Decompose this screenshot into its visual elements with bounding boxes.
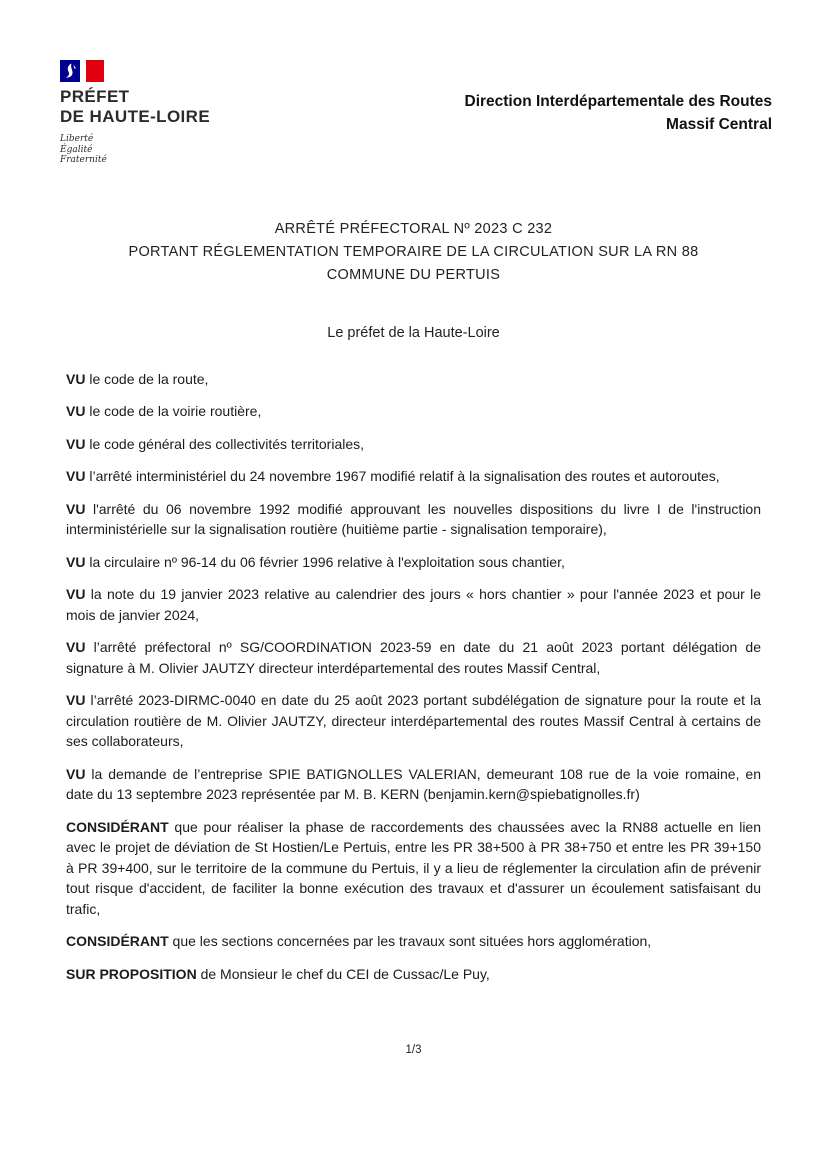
body-paragraph: VU l’arrêté interministériel du 24 novembre 1967 modifié relatif à la signalisation des routes et autoroutes,	[66, 468, 720, 484]
paragraph-lead: VU	[66, 639, 86, 655]
body-paragraph: VU l'arrêté du 06 novembre 1992 modifié approuvant les nouvelles dispositions du livre I de l'instruction interministérielle sur la signalisation routière (huitième partie - signalisation temporaire),	[66, 500, 761, 537]
paragraph-lead: VU	[66, 370, 86, 387]
republic-motto	[60, 134, 280, 166]
flag-red-stripe	[86, 60, 104, 82]
motto-liberte: Liberté	[60, 134, 94, 144]
prefecture-name	[60, 87, 280, 127]
paragraph-lead: VU	[66, 553, 86, 570]
paragraph-lead: VU	[66, 765, 86, 782]
direction-line2: Massif Central	[666, 116, 772, 133]
document-subtitle: Le préfet de la Haute-Loire	[327, 324, 500, 341]
document-title	[0, 218, 827, 287]
motto-egalite: Égalité	[60, 144, 93, 155]
body-paragraph: VU la circulaire nº 96-14 du 06 février 1996 relative à l'exploitation sous chantier,	[66, 553, 565, 570]
prefet-line1: PRÉFET	[60, 87, 130, 106]
body-paragraph: CONSIDÉRANT que les sections concernées par les travaux sont situées hors agglomération,	[66, 933, 652, 949]
paragraph-lead: VU	[66, 586, 86, 602]
body-paragraph: VU l’arrêté préfectoral nº SG/COORDINATION 2023-59 en date du 21 août 2023 portant délégation de signature à M. Olivier JAUTZY directeur interdépartemental des routes Massif Central,	[66, 639, 761, 676]
paragraph-lead: VU	[66, 500, 86, 517]
body-paragraph: VU l’arrêté 2023-DIRMC-0040 en date du 25 août 2023 portant subdélégation de signature pour la route et la circulation routière de M. Olivier JAUTZY, directeur interdépartemental des routes Massif Central à certains de ses collaborateurs,	[66, 692, 761, 749]
body-paragraph: CONSIDÉRANT que pour réaliser la phase de raccordements des chaussées avec la RN88 actuelle en lien avec le projet de déviation de St Hostien/Le Pertuis, entre les PR 38+500 à PR 38+750 et entre les PR 39+150 à PR 39+400, sur le territoire de la commune du Pertuis, il y a lieu de réglementer la circulation afin de prévenir tout risque d'accident, de faciliter la bonne exécution des travaux et d'assurer un écoulement satisfaisant du trafic,	[66, 818, 761, 917]
body-paragraph: SUR PROPOSITION de Monsieur le chef du CEI de Cussac/Le Puy,	[66, 965, 490, 982]
page-number: 1/3	[405, 1044, 422, 1056]
document-body	[66, 369, 761, 985]
paragraph-lead: VU	[66, 403, 86, 419]
french-flag-icon	[60, 60, 104, 82]
title-line3: COMMUNE DU PERTUIS	[326, 266, 501, 283]
document-header	[0, 0, 827, 166]
body-paragraph: VU le code de la route,	[66, 370, 209, 387]
body-paragraph: VU la note du 19 janvier 2023 relative au calendrier des jours « hors chantier » pour l'année 2023 et pour le mois de janvier 2024,	[66, 586, 761, 623]
paragraph-lead: VU	[66, 468, 86, 484]
paragraph-lead: VU	[66, 435, 86, 452]
title-line2: PORTANT RÉGLEMENTATION TEMPORAIRE DE LA CIRCULATION SUR LA RN 88	[128, 243, 699, 260]
paragraph-lead: CONSIDÉRANT	[66, 818, 169, 835]
body-paragraph: VU la demande de l’entreprise SPIE BATIGNOLLES VALERIAN, demeurant 108 rue de la voie romaine, en date du 13 septembre 2023 représentée par M. B. KERN (benjamin.kern@spiebatignolles.fr)	[66, 765, 761, 802]
motto-fraternite: Fraternité	[60, 155, 107, 165]
title-line1: ARRÊTÉ PRÉFECTORAL Nº 2023 C 232	[274, 220, 553, 237]
paragraph-lead: SUR PROPOSITION	[66, 965, 197, 982]
direction-header	[465, 90, 773, 136]
flag-blue-marianne-icon	[60, 60, 80, 82]
paragraph-lead: VU	[66, 692, 86, 708]
direction-line1: Direction Interdépartementale des Routes	[464, 93, 772, 110]
prefet-line2: DE HAUTE-LOIRE	[60, 107, 211, 126]
body-paragraph: VU le code de la voirie routière,	[66, 403, 262, 419]
prefecture-logo	[60, 60, 280, 166]
paragraph-lead: CONSIDÉRANT	[66, 933, 169, 949]
body-paragraph: VU le code général des collectivités territoriales,	[66, 435, 365, 452]
